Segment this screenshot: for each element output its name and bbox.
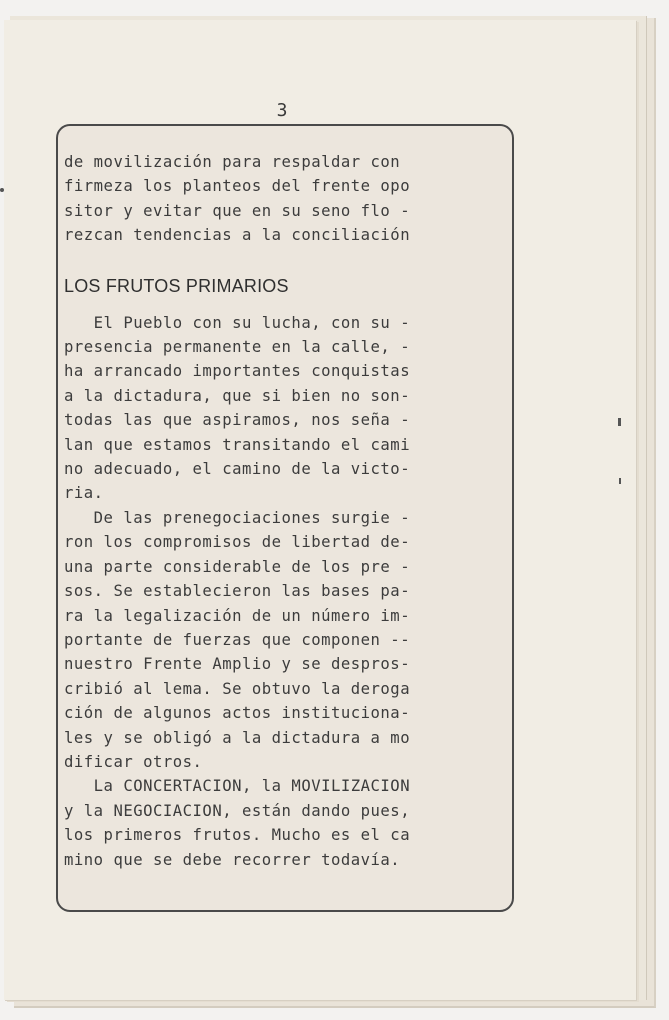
text-line: mino que se debe recorrer todavía. (64, 850, 401, 869)
text-frame (56, 124, 514, 912)
text-line: lan que estamos transitando el cami (64, 435, 411, 454)
text-line: ha arrancado importantes conquistas (64, 362, 411, 381)
page-number: 3 (276, 100, 288, 121)
text-line: sitor y evitar que en su seno flo - (64, 201, 411, 220)
text-line: dificar otros. (64, 752, 203, 771)
text-line: cribió al lema. Se obtuvo la deroga (64, 679, 411, 698)
margin-speck (0, 188, 4, 192)
text-line: y la NEGOCIACION, están dando pues, (64, 801, 411, 820)
text-line: una parte considerable de los pre - (64, 557, 411, 576)
text-line: De las prenegociaciones surgie - (64, 508, 411, 527)
text-line: El Pueblo con su lucha, con su - (64, 313, 411, 332)
text-line: sos. Se establecieron las bases pa- (64, 582, 411, 601)
page-sheet (4, 20, 636, 1000)
text-line: firmeza los planteos del frente opo (64, 177, 411, 196)
text-line: ria. (64, 484, 104, 503)
text-line: a la dictadura, que si bien no son- (64, 386, 411, 405)
text-line: portante de fuerzas que componen -- (64, 630, 411, 649)
text-line: les y se obligó a la dictadura a mo (64, 728, 411, 747)
text-line: La CONCERTACION, la MOVILIZACION (64, 777, 411, 796)
text-line: de movilización para respaldar con (64, 153, 401, 171)
margin-speck (619, 478, 621, 484)
text-line: ron los compromisos de libertad de- (64, 533, 411, 552)
section-heading: LOS FRUTOS PRIMARIOS (64, 275, 289, 296)
text-line: todas las que aspiramos, nos seña - (64, 411, 411, 430)
text-line: ción de algunos actos instituciona- (64, 704, 411, 723)
margin-speck (618, 418, 621, 426)
typed-text-block (64, 150, 512, 872)
text-line: no adecuado, el camino de la victo- (64, 460, 411, 479)
text-line: presencia permanente en la calle, - (64, 338, 411, 357)
text-line: los primeros frutos. Mucho es el ca (64, 826, 411, 845)
text-line: rezcan tendencias a la conciliación (64, 226, 411, 245)
text-line: ra la legalización de un número im- (64, 606, 411, 625)
text-line: nuestro Frente Amplio y se despros- (64, 655, 411, 674)
